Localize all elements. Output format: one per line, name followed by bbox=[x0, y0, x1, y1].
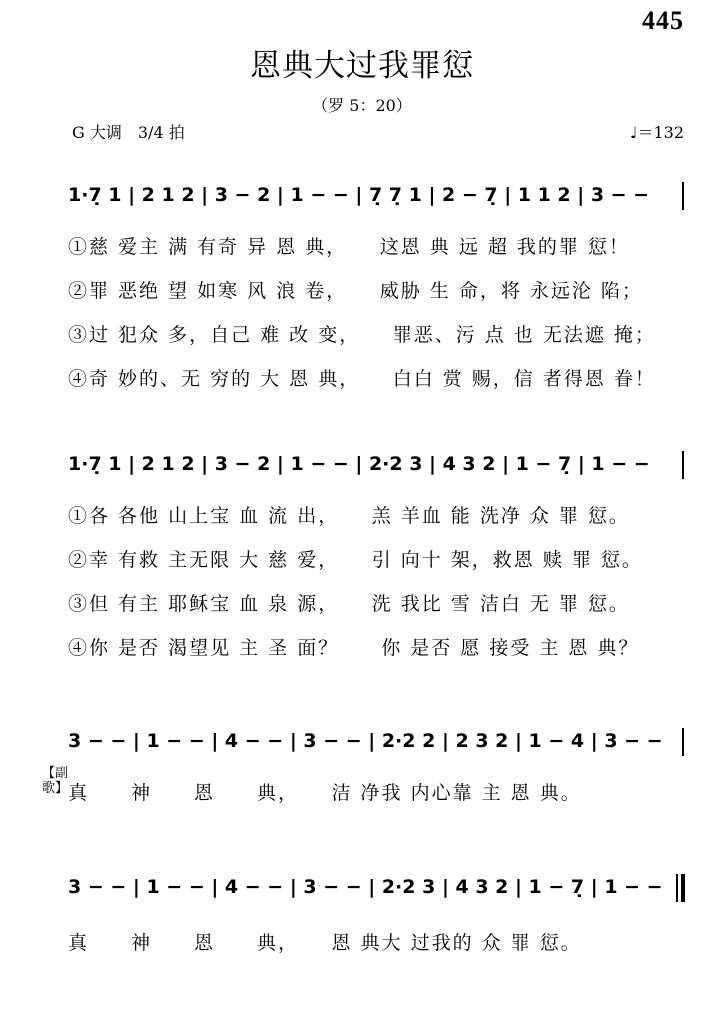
key-and-time-signature: G 大调 3/4 拍 bbox=[72, 123, 185, 142]
scripture-reference: （罗 5：20） bbox=[312, 96, 412, 115]
lyric-line: ①各 各他 山上宝 血 流 出， 羔 羊血 能 洗净 众 罪 愆。 bbox=[68, 505, 630, 527]
final-barline bbox=[682, 451, 684, 479]
final-barline bbox=[682, 728, 684, 756]
page-title: 恩典大过我罪愆 bbox=[250, 48, 474, 84]
chorus-label: 【副歌】 bbox=[42, 766, 69, 796]
lyric-line: ②罪 恶绝 望 如寒 风 浪 卷， 威胁 生 命，将 永远沦 陷； bbox=[68, 280, 643, 302]
lyric-line: ④奇 妙的、无 穷的 大 恩 典， 白白 赏 赐，信 者得恩 眷！ bbox=[68, 368, 656, 390]
lyric-line: ②幸 有救 主无限 大 慈 爱， 引 向十 架，救恩 赎 罪 愆。 bbox=[68, 549, 643, 571]
lyric-line: 真 神 恩 典， 洁 净我 内心靠 主 恩 典。 bbox=[68, 782, 582, 804]
end-barline-thin bbox=[676, 874, 678, 902]
lyric-line: ④你 是否 渴望见 主 圣 面？ 你 是否 愿 接受 主 恩 典？ bbox=[68, 637, 640, 659]
lyric-line: ①慈 爱主 满 有奇 异 恩 典， 这恩 典 远 超 我的罪 愆！ bbox=[68, 236, 630, 258]
notation-line-4: 3 − − | 1 − − | 4 − − | 3 − − | 2·2 3 | 4 3 2 | 1 − 7̣ | 1 − − bbox=[68, 876, 663, 898]
lyric-line: 真 神 恩 典， 恩 典大 过我的 众 罪 愆。 bbox=[68, 932, 582, 954]
notation-line-1: 1·7̣ 1 | 2 1 2 | 3 − 2 | 1 − − | 7̣ 7̣ 1 | 2 − 7̣ | 1 1 2 | 3 − − bbox=[68, 184, 650, 206]
tempo-marking: ♩＝132 bbox=[629, 123, 684, 142]
lyric-line: ③过 犯众 多，自己 难 改 变， 罪恶、污 点 也 无法遮 掩； bbox=[68, 324, 656, 346]
final-barline bbox=[682, 182, 684, 210]
notation-line-2: 1·7̣ 1 | 2 1 2 | 3 − 2 | 1 − − | 2·2 3 | 4 3 2 | 1 − 7̣ | 1 − − bbox=[68, 453, 650, 475]
notation-line-3: 3 − − | 1 − − | 4 − − | 3 − − | 2·2 2 | 2 3 2 | 1 − 4 | 3 − − bbox=[68, 730, 663, 752]
end-barline-thick bbox=[681, 874, 685, 902]
lyric-line: ③但 有主 耶稣宝 血 泉 源， 洗 我比 雪 洁白 无 罪 愆。 bbox=[68, 593, 630, 615]
hymn-number: 445 bbox=[642, 6, 684, 35]
